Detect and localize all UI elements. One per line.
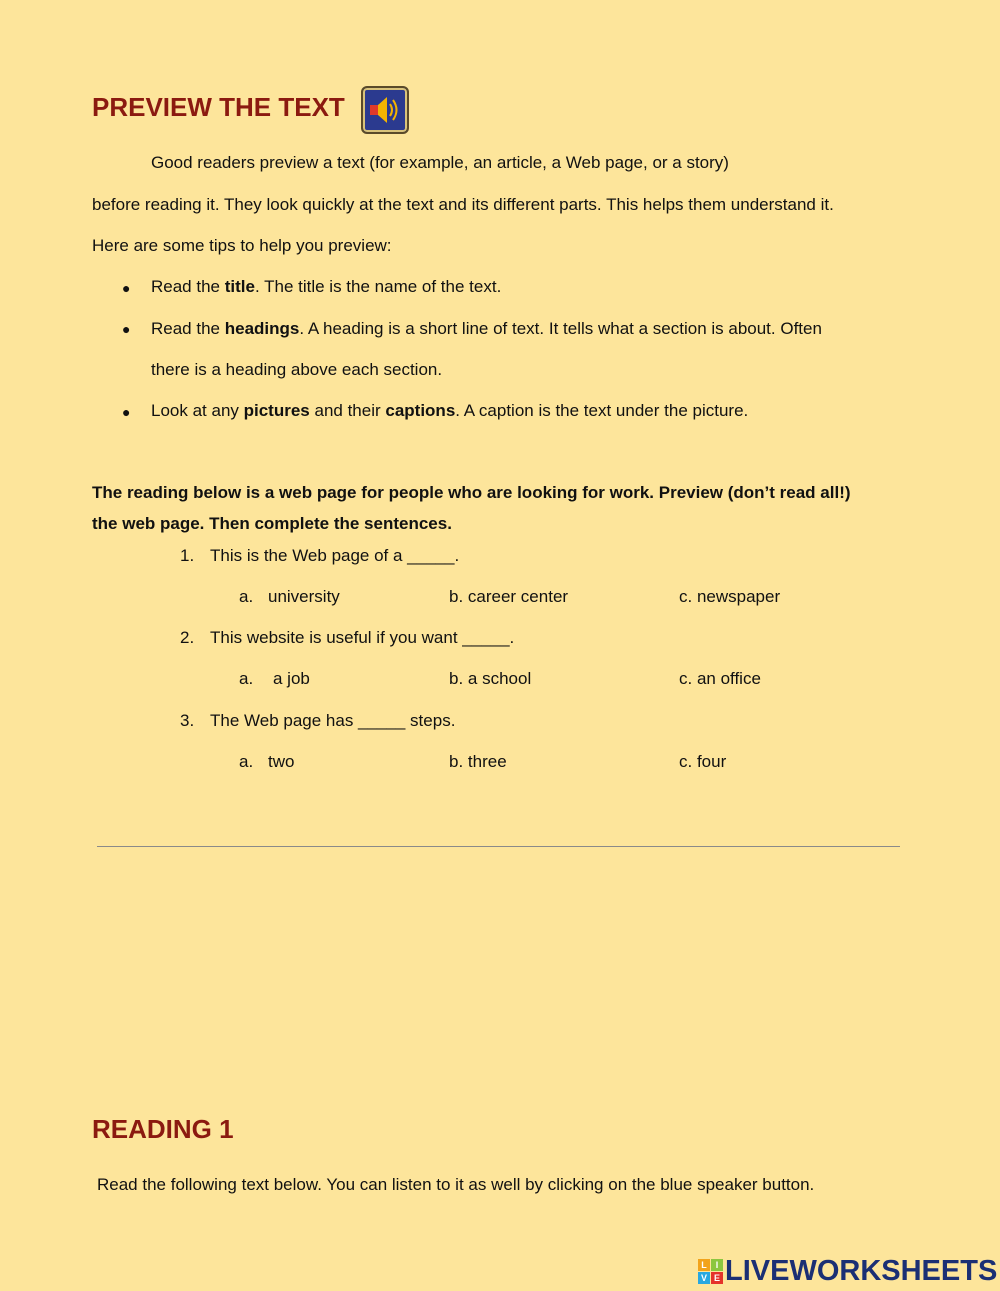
question-number: 2. [180,628,195,647]
intro-line-3: Here are some tips to help you preview: [92,236,392,255]
option-c[interactable]: c. four [679,752,727,771]
tip-headings-continued: there is a heading above each section. [151,360,443,379]
logo-cell: V [698,1272,710,1284]
instruction-line-1: The reading below is a web page for people who are looking for work. Preview (don’t read all!) [92,483,851,502]
intro-line-2: before reading it. They look quickly at the text and its different parts. This helps them understand it. [92,195,834,214]
instruction-line-2: the web page. Then complete the sentences. [92,514,452,533]
bullet-icon: ● [122,280,131,296]
option-b[interactable]: b. three [449,752,507,771]
option-a-letter: a. [239,669,254,688]
bullet-icon: ● [122,321,131,337]
logo-cell: E [711,1272,723,1284]
option-a[interactable]: a job [273,669,310,688]
intro-line-1: Good readers preview a text (for example, an article, a Web page, or a story) [151,153,729,172]
question-text: The Web page has _____ steps. [210,711,456,730]
question-number: 1. [180,546,195,565]
option-a[interactable]: two [268,752,295,771]
reading-title: READING 1 [92,1114,234,1144]
question-text: This is the Web page of a _____. [210,546,460,565]
tip-pictures: Look at any pictures and their captions. A caption is the text under the picture. [151,401,749,420]
option-b[interactable]: b. a school [449,669,532,688]
bullet-icon: ● [122,404,131,420]
tip-title: Read the title. The title is the name of the text. [151,277,502,296]
option-b[interactable]: b. career center [449,587,569,606]
option-a-letter: a. [239,752,254,771]
logo-text: LIVEWORKSHEETS [725,1255,998,1287]
question-text: This website is useful if you want _____. [210,628,515,647]
logo-cell: I [711,1259,723,1271]
option-a-letter: a. [239,587,254,606]
logo-icon [698,1259,723,1284]
reading-instruction: Read the following text below. You can listen to it as well by clicking on the blue speaker button. [97,1175,815,1194]
option-c[interactable]: c. an office [679,669,761,688]
speaker-icon [363,88,407,132]
liveworksheets-logo [698,1255,997,1288]
speaker-button[interactable] [361,86,409,134]
question-number: 3. [180,711,195,730]
tip-headings: Read the headings. A heading is a short line of text. It tells what a section is about. Often [151,319,822,338]
page-title: PREVIEW THE TEXT [92,92,345,122]
option-a[interactable]: university [268,587,340,606]
option-c[interactable]: c. newspaper [679,587,781,606]
divider [97,846,900,847]
logo-cell: L [698,1259,710,1271]
